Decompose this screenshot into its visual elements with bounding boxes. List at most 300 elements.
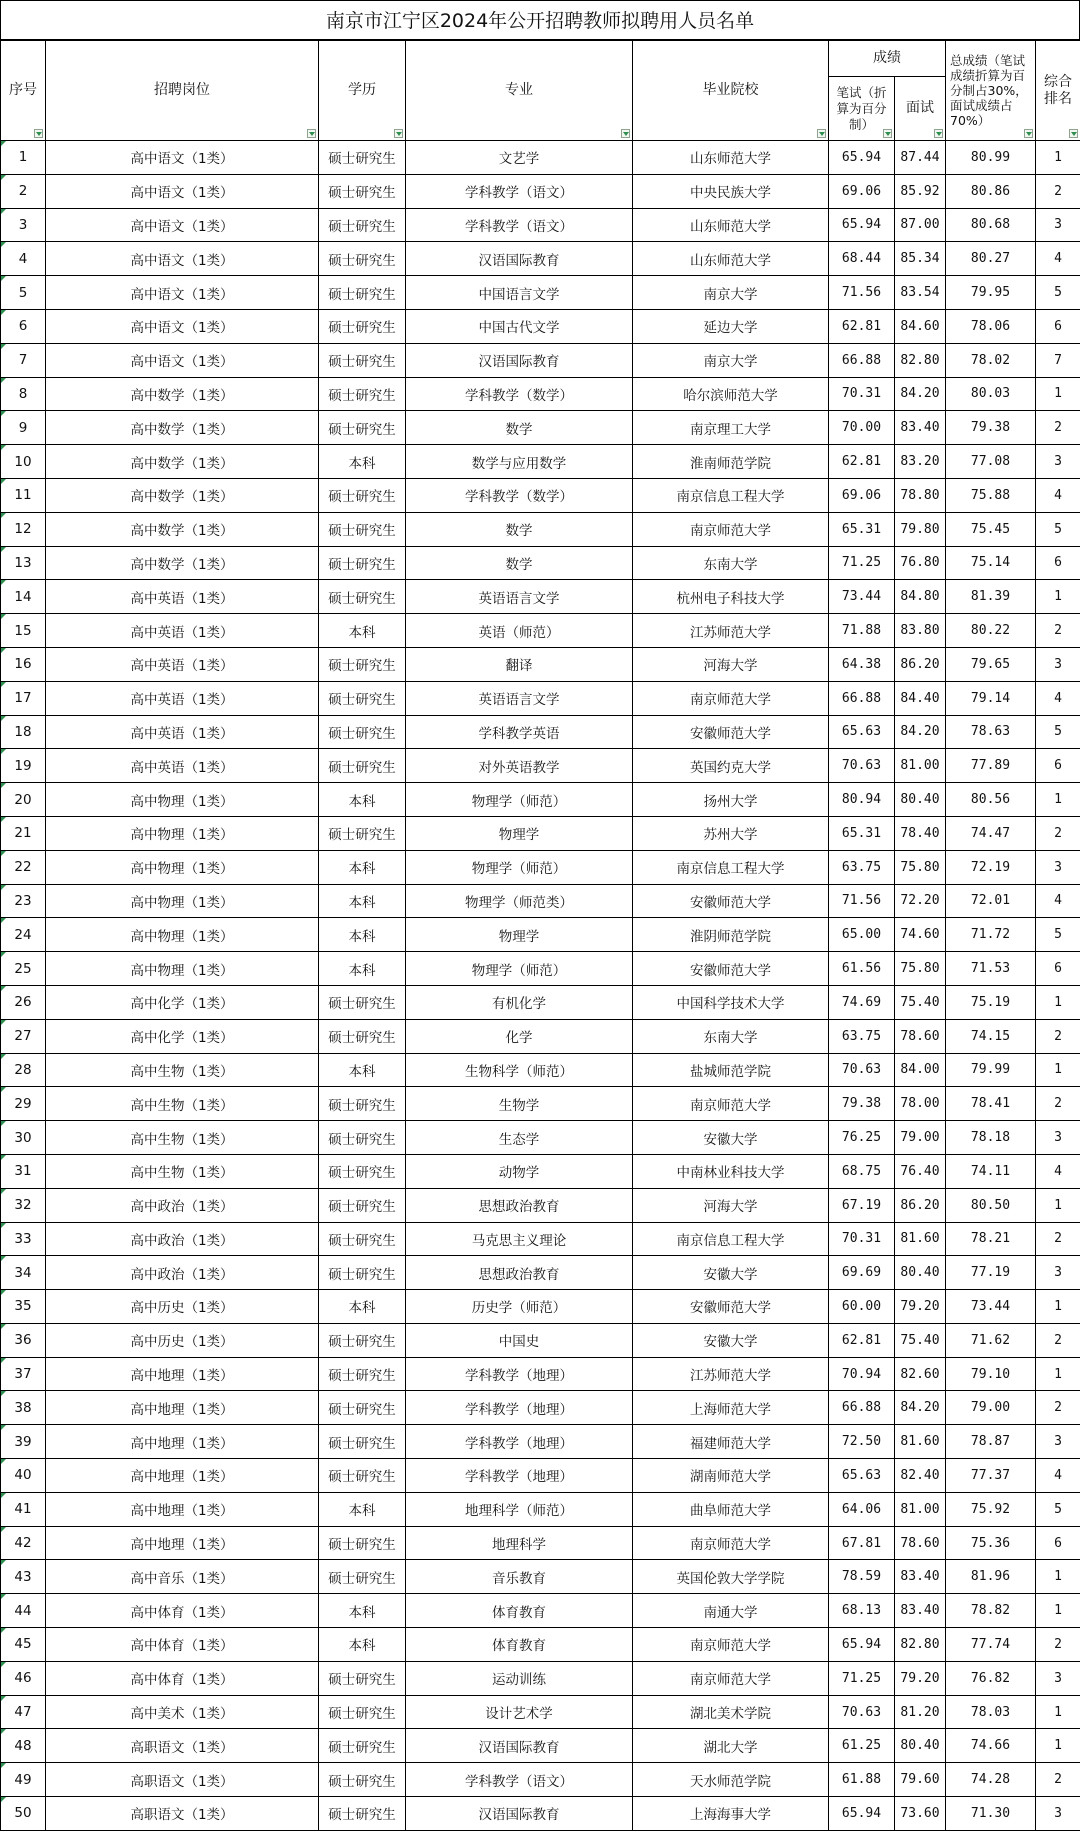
education-cell[interactable]: 硕士研究生 bbox=[319, 1729, 406, 1763]
major-cell[interactable]: 物理学（师范） bbox=[406, 952, 633, 986]
education-cell[interactable]: 硕士研究生 bbox=[319, 1323, 406, 1357]
major-cell[interactable]: 中国史 bbox=[406, 1323, 633, 1357]
school-cell[interactable]: 南京师范大学 bbox=[633, 512, 829, 546]
education-cell[interactable]: 硕士研究生 bbox=[319, 1256, 406, 1290]
written-score-cell[interactable]: 72.50 bbox=[829, 1425, 895, 1459]
rank-cell[interactable]: 3 bbox=[1036, 208, 1080, 242]
row-number[interactable]: 36 bbox=[1, 1323, 46, 1357]
major-cell[interactable]: 英语（师范） bbox=[406, 614, 633, 648]
major-cell[interactable]: 音乐教育 bbox=[406, 1560, 633, 1594]
row-number[interactable]: 18 bbox=[1, 715, 46, 749]
major-cell[interactable]: 数学与应用数学 bbox=[406, 445, 633, 479]
school-cell[interactable]: 江苏师范大学 bbox=[633, 1357, 829, 1391]
rank-cell[interactable]: 1 bbox=[1036, 783, 1080, 817]
rank-cell[interactable]: 6 bbox=[1036, 749, 1080, 783]
interview-score-cell[interactable]: 80.40 bbox=[895, 1256, 946, 1290]
education-cell[interactable]: 硕士研究生 bbox=[319, 276, 406, 310]
rank-cell[interactable]: 1 bbox=[1036, 1594, 1080, 1628]
written-score-cell[interactable]: 70.63 bbox=[829, 1695, 895, 1729]
interview-score-cell[interactable]: 75.40 bbox=[895, 1323, 946, 1357]
education-cell[interactable]: 硕士研究生 bbox=[319, 242, 406, 276]
school-cell[interactable]: 安徽师范大学 bbox=[633, 715, 829, 749]
education-cell[interactable]: 硕士研究生 bbox=[319, 1019, 406, 1053]
school-cell[interactable]: 南京信息工程大学 bbox=[633, 1222, 829, 1256]
major-cell[interactable]: 中国语言文学 bbox=[406, 276, 633, 310]
school-cell[interactable]: 哈尔滨师范大学 bbox=[633, 377, 829, 411]
row-number[interactable]: 25 bbox=[1, 952, 46, 986]
row-number[interactable]: 20 bbox=[1, 783, 46, 817]
rank-cell[interactable]: 3 bbox=[1036, 1425, 1080, 1459]
education-cell[interactable]: 硕士研究生 bbox=[319, 478, 406, 512]
post-cell[interactable]: 高中数学（1类） bbox=[46, 512, 319, 546]
rank-cell[interactable]: 6 bbox=[1036, 1526, 1080, 1560]
education-cell[interactable]: 硕士研究生 bbox=[319, 343, 406, 377]
interview-score-cell[interactable]: 84.20 bbox=[895, 377, 946, 411]
post-cell[interactable]: 高中地理（1类） bbox=[46, 1391, 319, 1425]
interview-score-cell[interactable]: 79.60 bbox=[895, 1763, 946, 1797]
interview-score-cell[interactable]: 83.80 bbox=[895, 614, 946, 648]
written-score-cell[interactable]: 70.63 bbox=[829, 1053, 895, 1087]
education-cell[interactable]: 本科 bbox=[319, 1628, 406, 1662]
education-cell[interactable]: 硕士研究生 bbox=[319, 174, 406, 208]
post-cell[interactable]: 高中体育（1类） bbox=[46, 1661, 319, 1695]
post-cell[interactable]: 高中化学（1类） bbox=[46, 1019, 319, 1053]
school-cell[interactable]: 安徽师范大学 bbox=[633, 884, 829, 918]
rank-cell[interactable]: 2 bbox=[1036, 1323, 1080, 1357]
major-cell[interactable]: 物理学（师范） bbox=[406, 850, 633, 884]
interview-score-cell[interactable]: 73.60 bbox=[895, 1797, 946, 1831]
written-score-cell[interactable]: 68.75 bbox=[829, 1154, 895, 1188]
written-score-cell[interactable]: 63.75 bbox=[829, 1019, 895, 1053]
rank-cell[interactable]: 5 bbox=[1036, 715, 1080, 749]
school-cell[interactable]: 南京大学 bbox=[633, 343, 829, 377]
post-cell[interactable]: 高中地理（1类） bbox=[46, 1526, 319, 1560]
row-number[interactable]: 17 bbox=[1, 681, 46, 715]
filter-dropdown-icon[interactable] bbox=[1024, 129, 1033, 138]
row-number[interactable]: 26 bbox=[1, 985, 46, 1019]
rank-cell[interactable]: 1 bbox=[1036, 141, 1080, 175]
interview-score-cell[interactable]: 82.80 bbox=[895, 1628, 946, 1662]
education-cell[interactable]: 本科 bbox=[319, 952, 406, 986]
major-cell[interactable]: 汉语国际教育 bbox=[406, 242, 633, 276]
written-score-cell[interactable]: 65.94 bbox=[829, 1797, 895, 1831]
major-cell[interactable]: 物理学 bbox=[406, 816, 633, 850]
school-cell[interactable]: 扬州大学 bbox=[633, 783, 829, 817]
total-score-cell[interactable]: 78.06 bbox=[946, 309, 1036, 343]
total-score-cell[interactable]: 79.99 bbox=[946, 1053, 1036, 1087]
interview-score-cell[interactable]: 79.20 bbox=[895, 1290, 946, 1324]
post-cell[interactable]: 高中历史（1类） bbox=[46, 1290, 319, 1324]
major-cell[interactable]: 有机化学 bbox=[406, 985, 633, 1019]
row-number[interactable]: 47 bbox=[1, 1695, 46, 1729]
education-cell[interactable]: 硕士研究生 bbox=[319, 141, 406, 175]
post-cell[interactable]: 高中英语（1类） bbox=[46, 614, 319, 648]
row-number[interactable]: 15 bbox=[1, 614, 46, 648]
post-cell[interactable]: 高中数学（1类） bbox=[46, 546, 319, 580]
rank-cell[interactable]: 5 bbox=[1036, 276, 1080, 310]
row-number[interactable]: 27 bbox=[1, 1019, 46, 1053]
education-cell[interactable]: 硕士研究生 bbox=[319, 1188, 406, 1222]
row-number[interactable]: 37 bbox=[1, 1357, 46, 1391]
major-cell[interactable]: 思想政治教育 bbox=[406, 1188, 633, 1222]
major-cell[interactable]: 汉语国际教育 bbox=[406, 343, 633, 377]
row-number[interactable]: 13 bbox=[1, 546, 46, 580]
row-number[interactable]: 40 bbox=[1, 1459, 46, 1493]
school-cell[interactable]: 上海海事大学 bbox=[633, 1797, 829, 1831]
school-cell[interactable]: 南京理工大学 bbox=[633, 411, 829, 445]
education-cell[interactable]: 硕士研究生 bbox=[319, 1121, 406, 1155]
major-cell[interactable]: 物理学 bbox=[406, 918, 633, 952]
interview-score-cell[interactable]: 81.00 bbox=[895, 1492, 946, 1526]
post-cell[interactable]: 高中地理（1类） bbox=[46, 1459, 319, 1493]
education-cell[interactable]: 硕士研究生 bbox=[319, 1222, 406, 1256]
school-cell[interactable]: 中国科学技术大学 bbox=[633, 985, 829, 1019]
post-cell[interactable]: 高中政治（1类） bbox=[46, 1256, 319, 1290]
major-cell[interactable]: 化学 bbox=[406, 1019, 633, 1053]
total-score-cell[interactable]: 80.56 bbox=[946, 783, 1036, 817]
row-number[interactable]: 48 bbox=[1, 1729, 46, 1763]
filter-dropdown-icon[interactable] bbox=[307, 129, 316, 138]
education-cell[interactable]: 硕士研究生 bbox=[319, 1661, 406, 1695]
row-number[interactable]: 44 bbox=[1, 1594, 46, 1628]
filter-dropdown-icon[interactable] bbox=[1069, 129, 1078, 138]
education-cell[interactable]: 硕士研究生 bbox=[319, 647, 406, 681]
post-cell[interactable]: 高中数学（1类） bbox=[46, 445, 319, 479]
interview-score-cell[interactable]: 84.80 bbox=[895, 580, 946, 614]
written-score-cell[interactable]: 65.63 bbox=[829, 715, 895, 749]
post-cell[interactable]: 高中美术（1类） bbox=[46, 1695, 319, 1729]
rank-cell[interactable]: 3 bbox=[1036, 1797, 1080, 1831]
post-cell[interactable]: 高中英语（1类） bbox=[46, 580, 319, 614]
rank-cell[interactable]: 1 bbox=[1036, 1357, 1080, 1391]
written-score-cell[interactable]: 66.88 bbox=[829, 343, 895, 377]
post-cell[interactable]: 高中化学（1类） bbox=[46, 985, 319, 1019]
total-score-cell[interactable]: 78.18 bbox=[946, 1121, 1036, 1155]
school-cell[interactable]: 英国约克大学 bbox=[633, 749, 829, 783]
interview-score-cell[interactable]: 83.54 bbox=[895, 276, 946, 310]
rank-cell[interactable]: 5 bbox=[1036, 1492, 1080, 1526]
major-cell[interactable]: 汉语国际教育 bbox=[406, 1797, 633, 1831]
row-number[interactable]: 29 bbox=[1, 1087, 46, 1121]
row-number[interactable]: 38 bbox=[1, 1391, 46, 1425]
major-cell[interactable]: 数学 bbox=[406, 512, 633, 546]
total-score-cell[interactable]: 80.99 bbox=[946, 141, 1036, 175]
rank-cell[interactable]: 3 bbox=[1036, 1121, 1080, 1155]
school-cell[interactable]: 南京师范大学 bbox=[633, 1087, 829, 1121]
interview-score-cell[interactable]: 78.40 bbox=[895, 816, 946, 850]
rank-cell[interactable]: 2 bbox=[1036, 816, 1080, 850]
interview-score-cell[interactable]: 80.40 bbox=[895, 783, 946, 817]
school-cell[interactable]: 东南大学 bbox=[633, 546, 829, 580]
school-cell[interactable]: 南京大学 bbox=[633, 276, 829, 310]
row-number[interactable]: 10 bbox=[1, 445, 46, 479]
row-number[interactable]: 32 bbox=[1, 1188, 46, 1222]
row-number[interactable]: 21 bbox=[1, 816, 46, 850]
interview-score-cell[interactable]: 82.60 bbox=[895, 1357, 946, 1391]
school-cell[interactable]: 延边大学 bbox=[633, 309, 829, 343]
post-cell[interactable]: 高中英语（1类） bbox=[46, 715, 319, 749]
written-score-cell[interactable]: 65.31 bbox=[829, 816, 895, 850]
education-cell[interactable]: 本科 bbox=[319, 1053, 406, 1087]
major-cell[interactable]: 学科教学（语文） bbox=[406, 1763, 633, 1797]
post-cell[interactable]: 高中英语（1类） bbox=[46, 681, 319, 715]
total-score-cell[interactable]: 77.74 bbox=[946, 1628, 1036, 1662]
school-cell[interactable]: 南京师范大学 bbox=[633, 681, 829, 715]
education-cell[interactable]: 硕士研究生 bbox=[319, 546, 406, 580]
total-score-cell[interactable]: 78.41 bbox=[946, 1087, 1036, 1121]
written-score-cell[interactable]: 71.56 bbox=[829, 276, 895, 310]
school-cell[interactable]: 淮南师范学院 bbox=[633, 445, 829, 479]
total-score-cell[interactable]: 74.15 bbox=[946, 1019, 1036, 1053]
school-cell[interactable]: 英国伦敦大学学院 bbox=[633, 1560, 829, 1594]
school-cell[interactable]: 江苏师范大学 bbox=[633, 614, 829, 648]
row-number[interactable]: 11 bbox=[1, 478, 46, 512]
major-cell[interactable]: 学科教学（地理） bbox=[406, 1425, 633, 1459]
interview-score-cell[interactable]: 84.00 bbox=[895, 1053, 946, 1087]
post-cell[interactable]: 高中生物（1类） bbox=[46, 1087, 319, 1121]
row-number[interactable]: 34 bbox=[1, 1256, 46, 1290]
written-score-cell[interactable]: 65.94 bbox=[829, 141, 895, 175]
post-cell[interactable]: 高中英语（1类） bbox=[46, 749, 319, 783]
school-cell[interactable]: 安徽大学 bbox=[633, 1256, 829, 1290]
total-score-cell[interactable]: 78.02 bbox=[946, 343, 1036, 377]
row-number[interactable]: 12 bbox=[1, 512, 46, 546]
school-cell[interactable]: 湖南师范大学 bbox=[633, 1459, 829, 1493]
total-score-cell[interactable]: 75.36 bbox=[946, 1526, 1036, 1560]
rank-cell[interactable]: 1 bbox=[1036, 1188, 1080, 1222]
written-score-cell[interactable]: 61.56 bbox=[829, 952, 895, 986]
row-number[interactable]: 50 bbox=[1, 1797, 46, 1831]
row-number[interactable]: 31 bbox=[1, 1154, 46, 1188]
school-cell[interactable]: 山东师范大学 bbox=[633, 141, 829, 175]
post-cell[interactable]: 高职语文（1类） bbox=[46, 1797, 319, 1831]
education-cell[interactable]: 本科 bbox=[319, 614, 406, 648]
post-cell[interactable]: 高中语文（1类） bbox=[46, 141, 319, 175]
interview-score-cell[interactable]: 78.00 bbox=[895, 1087, 946, 1121]
row-number[interactable]: 41 bbox=[1, 1492, 46, 1526]
education-cell[interactable]: 硕士研究生 bbox=[319, 208, 406, 242]
written-score-cell[interactable]: 68.44 bbox=[829, 242, 895, 276]
rank-cell[interactable]: 2 bbox=[1036, 1019, 1080, 1053]
total-score-cell[interactable]: 75.14 bbox=[946, 546, 1036, 580]
education-cell[interactable]: 硕士研究生 bbox=[319, 1763, 406, 1797]
total-score-cell[interactable]: 72.19 bbox=[946, 850, 1036, 884]
education-cell[interactable]: 硕士研究生 bbox=[319, 681, 406, 715]
interview-score-cell[interactable]: 74.60 bbox=[895, 918, 946, 952]
total-score-cell[interactable]: 78.03 bbox=[946, 1695, 1036, 1729]
major-cell[interactable]: 运动训练 bbox=[406, 1661, 633, 1695]
post-cell[interactable]: 高中数学（1类） bbox=[46, 377, 319, 411]
major-cell[interactable]: 体育教育 bbox=[406, 1628, 633, 1662]
written-score-cell[interactable]: 66.88 bbox=[829, 1391, 895, 1425]
major-cell[interactable]: 生物学 bbox=[406, 1087, 633, 1121]
education-cell[interactable]: 硕士研究生 bbox=[319, 1459, 406, 1493]
total-score-cell[interactable]: 77.89 bbox=[946, 749, 1036, 783]
written-score-cell[interactable]: 65.94 bbox=[829, 208, 895, 242]
row-number[interactable]: 4 bbox=[1, 242, 46, 276]
post-cell[interactable]: 高中语文（1类） bbox=[46, 174, 319, 208]
major-cell[interactable]: 地理科学（师范） bbox=[406, 1492, 633, 1526]
major-cell[interactable]: 物理学（师范） bbox=[406, 783, 633, 817]
school-cell[interactable]: 河海大学 bbox=[633, 1188, 829, 1222]
education-cell[interactable]: 硕士研究生 bbox=[319, 816, 406, 850]
post-cell[interactable]: 高中语文（1类） bbox=[46, 208, 319, 242]
education-cell[interactable]: 硕士研究生 bbox=[319, 411, 406, 445]
row-number[interactable]: 45 bbox=[1, 1628, 46, 1662]
interview-score-cell[interactable]: 84.20 bbox=[895, 1391, 946, 1425]
written-score-cell[interactable]: 80.94 bbox=[829, 783, 895, 817]
education-cell[interactable]: 硕士研究生 bbox=[319, 1526, 406, 1560]
total-score-cell[interactable]: 80.22 bbox=[946, 614, 1036, 648]
school-cell[interactable]: 湖北美术学院 bbox=[633, 1695, 829, 1729]
interview-score-cell[interactable]: 75.80 bbox=[895, 952, 946, 986]
major-cell[interactable]: 学科教学（语文） bbox=[406, 174, 633, 208]
education-cell[interactable]: 本科 bbox=[319, 783, 406, 817]
post-cell[interactable]: 高中数学（1类） bbox=[46, 411, 319, 445]
school-cell[interactable]: 山东师范大学 bbox=[633, 242, 829, 276]
post-cell[interactable]: 高中物理（1类） bbox=[46, 850, 319, 884]
major-cell[interactable]: 马克思主义理论 bbox=[406, 1222, 633, 1256]
total-score-cell[interactable]: 79.65 bbox=[946, 647, 1036, 681]
interview-score-cell[interactable]: 86.20 bbox=[895, 1188, 946, 1222]
major-cell[interactable]: 物理学（师范类） bbox=[406, 884, 633, 918]
interview-score-cell[interactable]: 81.20 bbox=[895, 1695, 946, 1729]
post-cell[interactable]: 高中生物（1类） bbox=[46, 1053, 319, 1087]
school-cell[interactable]: 湖北大学 bbox=[633, 1729, 829, 1763]
filter-dropdown-icon[interactable] bbox=[883, 129, 892, 138]
interview-score-cell[interactable]: 87.44 bbox=[895, 141, 946, 175]
row-number[interactable]: 16 bbox=[1, 647, 46, 681]
interview-score-cell[interactable]: 79.80 bbox=[895, 512, 946, 546]
rank-cell[interactable]: 1 bbox=[1036, 377, 1080, 411]
total-score-cell[interactable]: 71.72 bbox=[946, 918, 1036, 952]
post-cell[interactable]: 高中音乐（1类） bbox=[46, 1560, 319, 1594]
school-cell[interactable]: 淮阴师范学院 bbox=[633, 918, 829, 952]
interview-score-cell[interactable]: 83.40 bbox=[895, 1594, 946, 1628]
interview-score-cell[interactable]: 84.20 bbox=[895, 715, 946, 749]
major-cell[interactable]: 思想政治教育 bbox=[406, 1256, 633, 1290]
major-cell[interactable]: 历史学（师范） bbox=[406, 1290, 633, 1324]
written-score-cell[interactable]: 71.25 bbox=[829, 1661, 895, 1695]
rank-cell[interactable]: 3 bbox=[1036, 445, 1080, 479]
total-score-cell[interactable]: 80.50 bbox=[946, 1188, 1036, 1222]
major-cell[interactable]: 学科教学（数学） bbox=[406, 377, 633, 411]
rank-cell[interactable]: 2 bbox=[1036, 1391, 1080, 1425]
post-cell[interactable]: 高中物理（1类） bbox=[46, 783, 319, 817]
rank-cell[interactable]: 5 bbox=[1036, 512, 1080, 546]
rank-cell[interactable]: 4 bbox=[1036, 1154, 1080, 1188]
interview-score-cell[interactable]: 87.00 bbox=[895, 208, 946, 242]
school-cell[interactable]: 苏州大学 bbox=[633, 816, 829, 850]
education-cell[interactable]: 硕士研究生 bbox=[319, 749, 406, 783]
written-score-cell[interactable]: 62.81 bbox=[829, 445, 895, 479]
rank-cell[interactable]: 6 bbox=[1036, 546, 1080, 580]
school-cell[interactable]: 南京师范大学 bbox=[633, 1628, 829, 1662]
major-cell[interactable]: 数学 bbox=[406, 411, 633, 445]
written-score-cell[interactable]: 69.69 bbox=[829, 1256, 895, 1290]
school-cell[interactable]: 安徽大学 bbox=[633, 1121, 829, 1155]
major-cell[interactable]: 文艺学 bbox=[406, 141, 633, 175]
written-score-cell[interactable]: 65.63 bbox=[829, 1459, 895, 1493]
total-score-cell[interactable]: 80.86 bbox=[946, 174, 1036, 208]
rank-cell[interactable]: 4 bbox=[1036, 681, 1080, 715]
rank-cell[interactable]: 1 bbox=[1036, 1053, 1080, 1087]
filter-dropdown-icon[interactable] bbox=[621, 129, 630, 138]
row-number[interactable]: 14 bbox=[1, 580, 46, 614]
rank-cell[interactable]: 2 bbox=[1036, 174, 1080, 208]
row-number[interactable]: 39 bbox=[1, 1425, 46, 1459]
school-cell[interactable]: 杭州电子科技大学 bbox=[633, 580, 829, 614]
rank-cell[interactable]: 5 bbox=[1036, 918, 1080, 952]
rank-cell[interactable]: 3 bbox=[1036, 1256, 1080, 1290]
major-cell[interactable]: 学科教学（语文） bbox=[406, 208, 633, 242]
total-score-cell[interactable]: 74.66 bbox=[946, 1729, 1036, 1763]
post-cell[interactable]: 高中政治（1类） bbox=[46, 1188, 319, 1222]
school-cell[interactable]: 东南大学 bbox=[633, 1019, 829, 1053]
written-score-cell[interactable]: 61.88 bbox=[829, 1763, 895, 1797]
total-score-cell[interactable]: 79.14 bbox=[946, 681, 1036, 715]
school-cell[interactable]: 南京信息工程大学 bbox=[633, 850, 829, 884]
written-score-cell[interactable]: 67.81 bbox=[829, 1526, 895, 1560]
rank-cell[interactable]: 2 bbox=[1036, 411, 1080, 445]
education-cell[interactable]: 本科 bbox=[319, 884, 406, 918]
major-cell[interactable]: 对外英语教学 bbox=[406, 749, 633, 783]
written-score-cell[interactable]: 70.63 bbox=[829, 749, 895, 783]
interview-score-cell[interactable]: 78.60 bbox=[895, 1526, 946, 1560]
written-score-cell[interactable]: 71.56 bbox=[829, 884, 895, 918]
rank-cell[interactable]: 2 bbox=[1036, 1763, 1080, 1797]
major-cell[interactable]: 设计艺术学 bbox=[406, 1695, 633, 1729]
written-score-cell[interactable]: 73.44 bbox=[829, 580, 895, 614]
education-cell[interactable]: 硕士研究生 bbox=[319, 512, 406, 546]
education-cell[interactable]: 硕士研究生 bbox=[319, 309, 406, 343]
major-cell[interactable]: 英语语言文学 bbox=[406, 681, 633, 715]
row-number[interactable]: 5 bbox=[1, 276, 46, 310]
written-score-cell[interactable]: 61.25 bbox=[829, 1729, 895, 1763]
interview-score-cell[interactable]: 72.20 bbox=[895, 884, 946, 918]
interview-score-cell[interactable]: 85.34 bbox=[895, 242, 946, 276]
education-cell[interactable]: 硕士研究生 bbox=[319, 580, 406, 614]
post-cell[interactable]: 高中英语（1类） bbox=[46, 647, 319, 681]
interview-score-cell[interactable]: 79.20 bbox=[895, 1661, 946, 1695]
rank-cell[interactable]: 1 bbox=[1036, 1290, 1080, 1324]
written-score-cell[interactable]: 64.38 bbox=[829, 647, 895, 681]
education-cell[interactable]: 本科 bbox=[319, 1594, 406, 1628]
interview-score-cell[interactable]: 83.40 bbox=[895, 1560, 946, 1594]
total-score-cell[interactable]: 81.39 bbox=[946, 580, 1036, 614]
total-score-cell[interactable]: 71.30 bbox=[946, 1797, 1036, 1831]
education-cell[interactable]: 本科 bbox=[319, 918, 406, 952]
written-score-cell[interactable]: 65.94 bbox=[829, 1628, 895, 1662]
row-number[interactable]: 9 bbox=[1, 411, 46, 445]
total-score-cell[interactable]: 79.00 bbox=[946, 1391, 1036, 1425]
interview-score-cell[interactable]: 86.20 bbox=[895, 647, 946, 681]
filter-dropdown-icon[interactable] bbox=[394, 129, 403, 138]
post-cell[interactable]: 高中数学（1类） bbox=[46, 478, 319, 512]
rank-cell[interactable]: 3 bbox=[1036, 1661, 1080, 1695]
major-cell[interactable]: 数学 bbox=[406, 546, 633, 580]
post-cell[interactable]: 高中生物（1类） bbox=[46, 1154, 319, 1188]
education-cell[interactable]: 本科 bbox=[319, 445, 406, 479]
school-cell[interactable]: 南通大学 bbox=[633, 1594, 829, 1628]
education-cell[interactable]: 硕士研究生 bbox=[319, 985, 406, 1019]
rank-cell[interactable]: 2 bbox=[1036, 1222, 1080, 1256]
post-cell[interactable]: 高中物理（1类） bbox=[46, 952, 319, 986]
written-score-cell[interactable]: 65.00 bbox=[829, 918, 895, 952]
interview-score-cell[interactable]: 81.00 bbox=[895, 749, 946, 783]
education-cell[interactable]: 硕士研究生 bbox=[319, 1695, 406, 1729]
row-number[interactable]: 43 bbox=[1, 1560, 46, 1594]
